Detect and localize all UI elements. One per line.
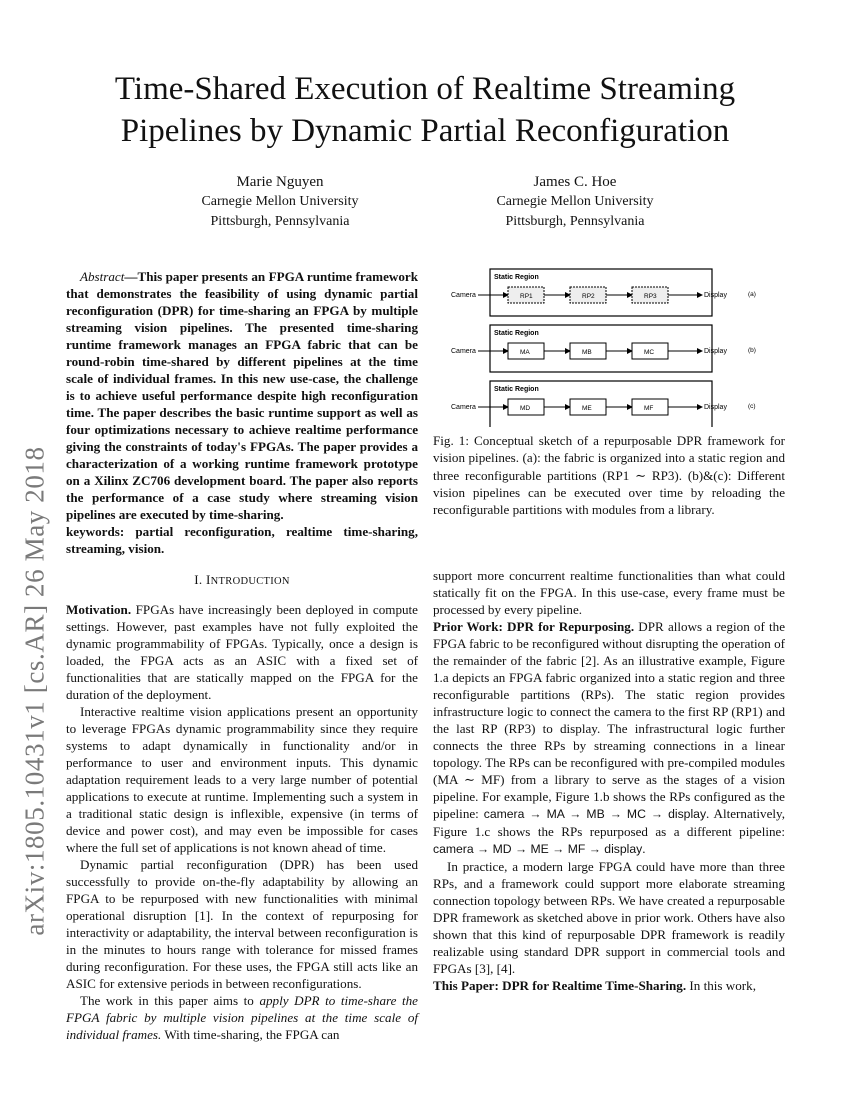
intro-paragraph-4-emphasis: apply DPR to time-share the FPGA fabric by multiple vision pipelines at the time scale of individual frames. xyxy=(66,993,418,1042)
module-label: MC xyxy=(644,349,655,356)
row-a-tag: (a) xyxy=(748,291,756,298)
module-label: MF xyxy=(644,405,654,412)
right-column xyxy=(433,567,785,994)
display-label-b: Display xyxy=(704,348,727,355)
intro-paragraph-4 xyxy=(66,992,418,1043)
camera-label: Camera xyxy=(451,404,476,411)
right-paragraph-3: In practice, a modern large FPGA could have more than three RPs, and a framework could support more elaborate streaming connection topology between RPs. We have created a repurposable DPR framework as sketched above in prior work. Others have also shown that this kind of repurposable DPR framework is readily realizable using standard DPR support in commercial tools and FPGAs [3], [4]. xyxy=(433,859,785,976)
this-paper-text: In this work, xyxy=(686,978,756,993)
abstract-label: Abstract xyxy=(80,269,125,284)
author-location: Pittsburgh, Pennsylvania xyxy=(505,214,645,229)
author-name: James C. Hoe xyxy=(533,174,617,190)
rp-label: RP3 xyxy=(644,293,657,300)
author-affiliation: Carnegie Mellon University xyxy=(201,194,359,209)
author-block-2 xyxy=(455,172,695,232)
author-name: Marie Nguyen xyxy=(236,174,324,190)
intro-paragraph-1 xyxy=(66,601,418,703)
abstract xyxy=(66,268,418,523)
prior-work-text-b: . Alternatively, Figure 1.c shows the RPs repurposed as a different pipeline: xyxy=(433,806,786,839)
static-region-label: Static Region xyxy=(494,330,539,337)
module-label: MA xyxy=(520,349,530,356)
author-block-1 xyxy=(160,172,400,232)
figure-row-c xyxy=(451,381,712,427)
motivation-lead: Motivation. xyxy=(66,602,132,617)
module-label: MD xyxy=(520,405,531,412)
pipeline-2: camera → MD → ME → MF → display xyxy=(433,842,643,856)
module-label: MB xyxy=(582,349,592,356)
pipeline-1: camera → MA → MB → MC → display xyxy=(483,807,707,821)
section-title-rest: NTRODUCTION xyxy=(210,576,290,587)
section-title-first: I xyxy=(206,572,211,587)
title-line-1: Time-Shared Execution of Realtime Streaming xyxy=(114,71,736,107)
paper-title xyxy=(60,68,790,152)
left-column xyxy=(66,268,418,1043)
rp-label: RP1 xyxy=(520,293,533,300)
intro-paragraph-4-b: With time-sharing, the FPGA can xyxy=(161,1027,340,1042)
prior-work-paragraph xyxy=(433,618,785,858)
intro-paragraph-4-a: The work in this paper aims to xyxy=(80,993,260,1008)
intro-paragraph-3: Dynamic partial reconfiguration (DPR) has been used successfully to provide on-the-fly adaptability by allowing an FPGA to be repurposed with new functionalities with minimal operational disruption [1]. In the context of repurposing for interactivity or adaptability, the interval between reconfiguration is in the minutes to hours range with tolerance for missed frames during reconfiguration. For these uses, the FPGA still acts like an ASIC for extensive periods in between reconfigurations. xyxy=(66,857,418,991)
abstract-text: —This paper presents an FPGA runtime framework that demonstrates the feasibility of using dynamic partial reconfiguration (DPR) for time-sharing an FPGA by multiple streaming vision pipelines. The presented time-sharing runtime framework manages an FPGA fabric that can be round-robin time-shared by different pipelines at the time scale of individual frames. In this new use-case, the challenge is to achieve useful performance despite high reconfiguration time. The paper describes the basic runtime support as well as four optimizations necessary to achieve realtime performance giving the constraints of today's FPGAs. The paper provides a characterization of a working runtime framework prototype on a Xilinx ZC706 development board. The paper also reports the performance of a case study where streaming vision pipelines are executed by time-sharing. xyxy=(66,269,418,522)
static-region-label: Static Region xyxy=(494,274,539,281)
arxiv-identifier: arXiv:1805.10431v1 [cs.AR] 26 May 2018 xyxy=(19,446,50,936)
this-paper-lead: This Paper: DPR for Realtime Time-Sharing. xyxy=(433,978,687,993)
static-region-label: Static Region xyxy=(494,386,539,393)
display-label-c: Display xyxy=(704,404,727,411)
section-number: I. xyxy=(194,572,203,587)
author-affiliation: Carnegie Mellon University xyxy=(496,194,654,209)
camera-label: Camera xyxy=(451,292,476,299)
module-label: ME xyxy=(582,405,592,412)
camera-label: Camera xyxy=(451,348,476,355)
row-c-tag: (c) xyxy=(748,403,756,410)
row-b-tag: (b) xyxy=(748,347,756,354)
prior-work-lead: Prior Work: DPR for Repurposing. xyxy=(433,619,635,634)
section-heading-introduction xyxy=(66,571,418,590)
figure-row-b xyxy=(451,325,712,372)
author-location: Pittsburgh, Pennsylvania xyxy=(210,214,350,229)
rp-label: RP2 xyxy=(582,293,595,300)
display-label-a: Display xyxy=(704,292,727,299)
this-paper-paragraph xyxy=(433,977,785,994)
intro-paragraph-1-text: FPGAs have increasingly been deployed in compute settings. However, past examples have not fully exploited the dynamic programmability of FPGAs. Typically, once a design is loaded, the FPGA acts as an ASIC with a fixed set of functionalities that are statically mapped on the FPGA for the duration of the deployment. xyxy=(66,602,418,702)
prior-work-text-a: DPR allows a region of the FPGA fabric to be reconfigured without disrupting the operation of the remainder of the fabric [2]. As an illustrative example, Figure 1.a depicts an FPGA fabric organized into a static region and three reconfigurable partitions (RPs). The static region provides infrastructure logic to connect the camera to the first RP (RP1) and the last RP (RP3) to display. The infrastructural logic further connects the three RPs by streaming connections in a linear topology. The RPs can be reconfigured with pre-compiled modules (MA ∼ MF) from a library to serve as the stages of a vision pipeline. For example, Figure 1.b shows the RPs configured as the pipeline: xyxy=(433,619,786,821)
intro-paragraph-2: Interactive realtime vision applications present an opportunity to leverage FPGAs dynamic programmability since they require systems to adapt dynamically in functionality and/or in performance to user and environment inputs. This dynamic adaptation requirement leads to a very large number of potential applications to execute at runtime. Implementing such a system in a traditional static design is inflexible, expensive (in terms of device and power cost), and may even be impossible for cases where the full set of applications is not known ahead of time. xyxy=(66,704,418,855)
right-paragraph-1: support more concurrent realtime functionalities than what could statically fit on the FPGA. In this use-case, every frame must be processed by every pipeline. xyxy=(433,568,785,617)
figure-1-diagram xyxy=(440,262,780,427)
arxiv-sidebar-id xyxy=(0,0,60,1100)
keywords: keywords: partial reconfiguration, realtime time-sharing, streaming, vision. xyxy=(66,524,418,556)
title-line-2: Pipelines by Dynamic Partial Reconfiguration xyxy=(120,113,730,149)
prior-work-text-c: . xyxy=(642,841,646,856)
figure-1-caption: Fig. 1: Conceptual sketch of a repurposable DPR framework for vision pipelines. (a): the fabric is organized into a static region and three reconfigurable partitions (RP1 ∼ RP3). (b)&(c): Different vision pipelines can be executed over time by reloading the reconfigurable partitions with modules from a library. xyxy=(433,433,785,518)
figure-row-a xyxy=(440,262,712,316)
